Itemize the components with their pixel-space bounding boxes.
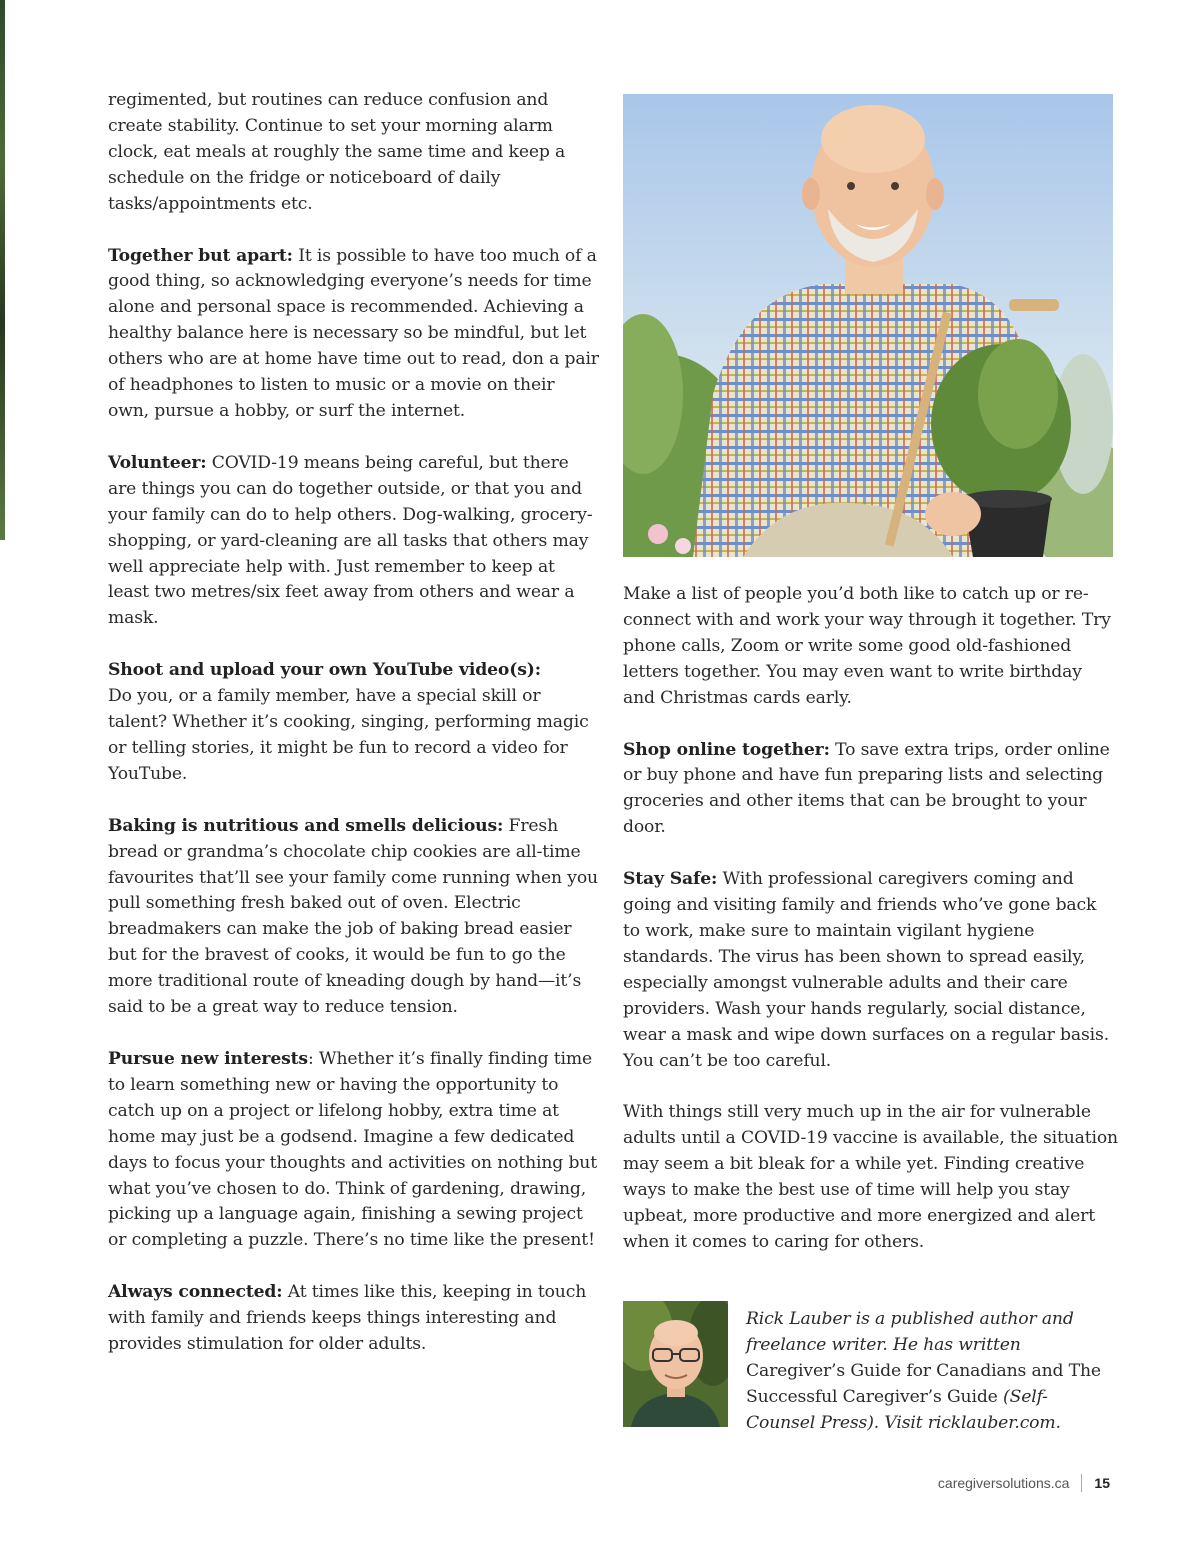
connected-body: At times like this, keeping in touch with family and friends keeps things interesting and provides stimulation for older adults. (108, 1282, 587, 1355)
closing-paragraph: With things still very much up in the air for vulnerable adults until a COVID-19 vaccine is available, the situation may seem a bit bleak for a while yet. Finding creative ways to make the best use of time will help you stay upbeat, more productive and more energized and alert when it comes to caring for others. (623, 1102, 1118, 1252)
catch-up-paragraph: Make a list of people you’d both like to catch up or re-connect with and work your way through it together. Try phone calls, Zoom or write some good old-fashioned letters together. You may even want to write birthday and Christmas cards early. (623, 584, 1111, 708)
safe-body: With professional caregivers coming and going and visiting family and friends who’ve gone back to work, make sure to maintain vigilant hygiene standards. The virus has been shown to spread easily, especially amongst vulnerable adults and their care providers. Wash your hands regularly, social distance, wear a mask and wipe down surfaces on a regular basis. You can’t be too careful. (623, 869, 1110, 1071)
shop-paragraph (623, 738, 1118, 842)
together-heading: Together but apart: (108, 245, 293, 266)
shop-heading: Shop online together: (623, 739, 830, 760)
safe-paragraph (623, 867, 1118, 1074)
pursue-body: : Whether it’s finally finding time to learn something new or having the opportunity to catch up on a project or lifelong hobby, extra time at home may just be a godsend. Imagine a few dedicated days to focus your thoughts and activities on nothing but what you’ve chosen to do. Think of gardening, drawing, picking up a language again, finishing a sewing project or completing a puzzle. There’s no time like the present! (108, 1049, 597, 1251)
volunteer-heading: Volunteer: (108, 452, 207, 473)
youtube-body: Do you, or a family member, have a special skill or talent? Whether it’s cooking, singing, performing magic or telling stories, it might be fun to record a video for YouTube. (108, 686, 589, 784)
footer-divider (1081, 1474, 1082, 1492)
author-bio (746, 1307, 1116, 1437)
left-edge-photo-strip (0, 0, 5, 540)
youtube-heading: Shoot and upload your own YouTube video(s): (108, 660, 541, 681)
volunteer-paragraph (108, 451, 600, 632)
safe-heading: Stay Safe: (623, 869, 718, 890)
photo-senior-gardener (623, 94, 1113, 557)
intro-paragraph: regimented, but routines can reduce confusion and create stability. Continue to set your morning alarm clock, eat meals at roughly the same time and keep a schedule on the fridge or noticeboard of daily tasks/appointments etc. (108, 90, 566, 214)
pursue-heading: Pursue new interests (108, 1049, 308, 1069)
author-headshot (623, 1301, 728, 1427)
bio-book-titles: Caregiver’s Guide for Canadians and The Successful Caregiver’s Guide (746, 1360, 1101, 1407)
baking-body: Fresh bread or grandma’s chocolate chip cookies are all-time favourites that’ll see your family come running when you pull something fresh baked out of oven. Electric breadmakers can make the job of baking bread easier but for the bravest of cooks, it would be fun to go the more traditional route of kneading dough by hand—it’s said to be a great way to reduce tension. (108, 815, 598, 1018)
right-column (623, 582, 1118, 1256)
footer-site: caregiversolutions.ca (937, 1475, 1070, 1491)
page-footer (938, 1474, 1110, 1492)
left-column (108, 88, 600, 1358)
together-body: It is possible to have too much of a good thing, so acknowledging everyone’s needs for time alone and personal space is recommended. Achieving a healthy balance here is necessary so be mindful, but let others who are at home have time out to read, don a pair of headphones to listen to music or a movie on their own, pursue a hobby, or surf the internet. (108, 245, 599, 421)
baking-paragraph (108, 814, 600, 1021)
connected-heading: Always connected: (108, 1282, 283, 1303)
baking-heading: Baking is nutritious and smells delicious: (108, 815, 504, 836)
bio-part-1: Rick Lauber is a published author and freelance writer. He has written (746, 1309, 1074, 1355)
connected-paragraph (108, 1280, 600, 1358)
pursue-paragraph (108, 1047, 600, 1254)
together-paragraph (108, 244, 600, 425)
bio-part-3: (Self-Counsel Press). Visit ricklauber.com. (746, 1386, 1061, 1433)
volunteer-body: COVID-19 means being careful, but there are things you can do together outside, or that you and your family can do to help others. Dog-walking, grocery-shopping, or yard-cleaning are all tasks that others may well appreciate help with. Just remember to keep at least two metres/six feet away from others and wear a mask. (108, 452, 593, 629)
shop-body: To save extra trips, order online or buy phone and have fun preparing lists and selecting groceries and other items that can be brought to your door. (623, 739, 1110, 838)
page-number: 15 (1094, 1475, 1110, 1491)
